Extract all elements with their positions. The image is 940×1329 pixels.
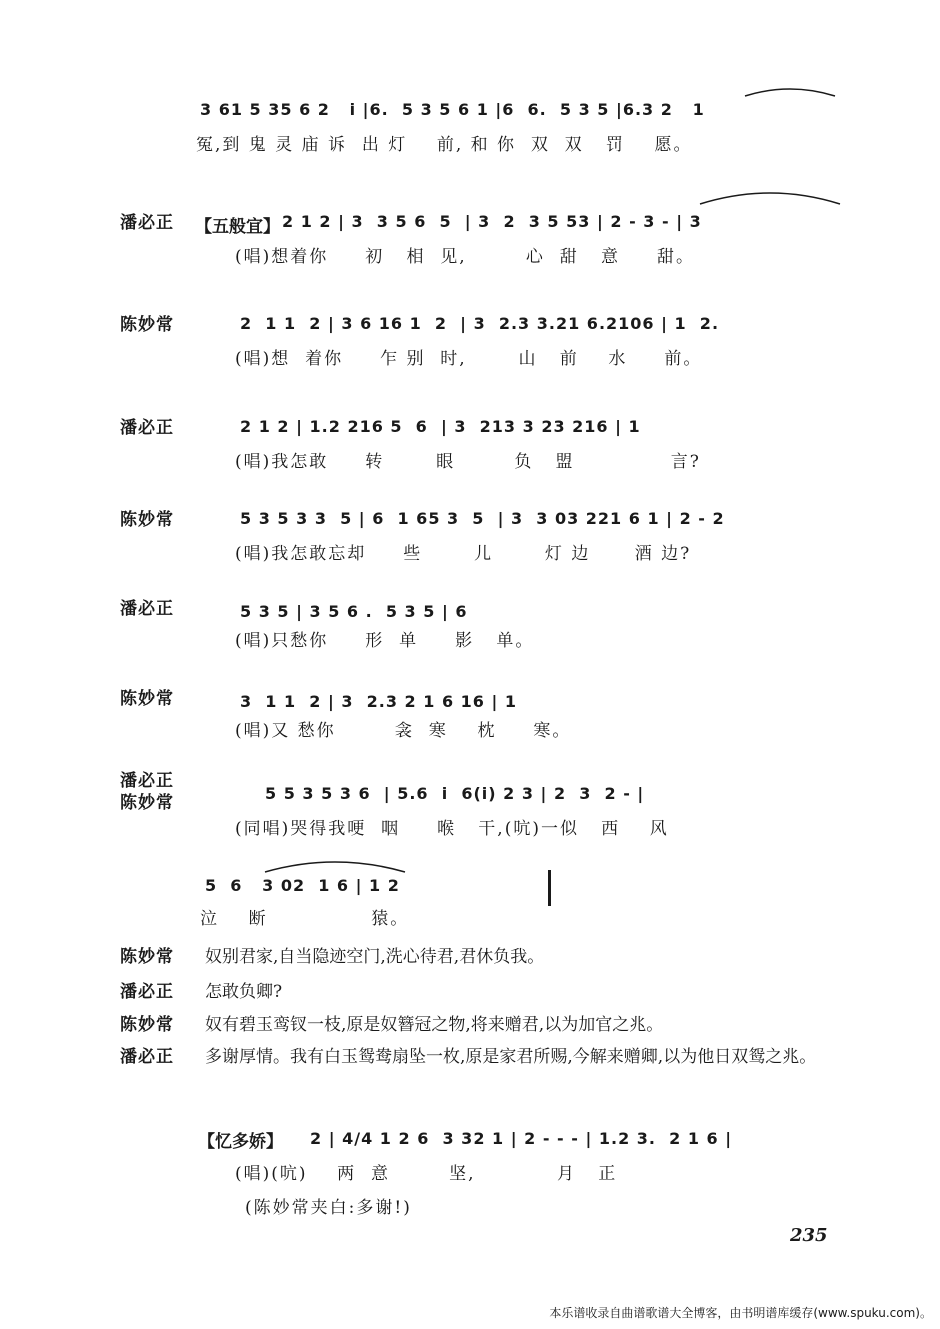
notation-line: 3 61 5 35 6 2 i |6. 5 3 5 6 1 |6 6. 5 3 5 |6.3 2 1 — [200, 100, 705, 119]
tune-label: 【五般宜】 — [195, 217, 280, 237]
lyrics-line: 冤,到 鬼 灵 庙 诉 出 灯 前, 和 你 双 双 罚 愿。 — [196, 135, 693, 155]
footer-text: 本乐谱收录自曲谱歌谱大全博客，由书明谱库缓存(www.spuku.com)。 — [549, 1306, 932, 1320]
dialogue-text: 奴有碧玉鸾钗一枝,原是奴簪冠之物,将来赠君,以为加官之兆。 — [205, 1015, 664, 1035]
notation-line: 2 1 1 2 | 3 6 16 1 2 | 3 2.3 3.21 6.2106 | 1 2. — [240, 314, 720, 333]
speaker-name: 潘必正 陈妙常 — [120, 771, 174, 813]
notation-line: 5 3 5 3 3 5 | 6 1 65 3 5 | 3 3 03 221 6 1 | 2 - 2 — [240, 509, 725, 528]
dialogue-text: 多谢厚情。我有白玉鸳鸯扇坠一枚,原是家君所赐,今解来赠卿,以为他日双鸳之兆。 — [205, 1047, 817, 1067]
lyrics-line: (唱)我怎敢忘却 些 儿 灯 边 酒 边? — [235, 544, 692, 564]
speaker-name: 潘必正 — [120, 599, 174, 619]
final-barline — [548, 870, 551, 906]
speaker-name: 潘必正 — [120, 418, 174, 438]
lyrics-line: (唱)又 愁你 衾 寒 枕 寒。 — [235, 721, 572, 741]
speaker-name: 潘必正 — [120, 213, 174, 233]
lyrics-line: 泣 断 猿。 — [200, 909, 410, 929]
notation-line: 2 1 2 | 1.2 216 5 6 | 3 213 3 23 216 | 1 — [240, 417, 641, 436]
notation-line: 5 3 5 | 3 5 6 . 5 3 5 | 6 — [240, 602, 468, 621]
dialogue-text: 怎敢负卿? — [205, 982, 283, 1002]
speaker-name: 潘必正 — [120, 982, 174, 1002]
lyrics-line: (唱)(吭) 两 意 坚, 月 正 — [235, 1164, 618, 1184]
tune-label: 【忆多娇】 — [198, 1132, 283, 1152]
speaker-name: 陈妙常 — [120, 689, 174, 709]
lyrics-line: (唱)想着你 初 相 见, 心 甜 意 甜。 — [235, 247, 695, 267]
notation-line: 2 1 2 | 3 3 5 6 5 | 3 2 3 5 53 | 2 - 3 - | 3 — [282, 212, 702, 231]
speaker-name: 陈妙常 — [120, 510, 174, 530]
notation-line: 3 1 1 2 | 3 2.3 2 1 6 16 | 1 — [240, 692, 518, 711]
notation-line: 2 | 4/4 1 2 6 3 32 1 | 2 - - - | 1.2 3. 2 1 6 | — [310, 1129, 733, 1148]
page-number: 235 — [790, 1225, 828, 1246]
speaker-name: 潘必正 — [120, 1047, 174, 1067]
notation-line: 5 6 3 02 1 6 | 1 2 — [205, 876, 400, 895]
lyrics-line: (唱)想 着你 乍 别 时, 山 前 水 前。 — [235, 349, 703, 369]
speaker-name: 陈妙常 — [120, 1015, 174, 1035]
lyrics-line: (同唱)哭得我哽 咽 喉 干,(吭)一似 西 风 — [235, 819, 669, 839]
aside-text: (陈妙常夹白:多谢!) — [245, 1198, 412, 1218]
lyrics-line: (唱)只愁你 形 单 影 单。 — [235, 631, 535, 651]
speaker-name: 陈妙常 — [120, 947, 174, 967]
lyrics-line: (唱)我怎敢 转 眼 负 盟 言? — [235, 452, 701, 472]
slur-arc — [0, 854, 940, 884]
dialogue-text: 奴别君家,自当隐迹空门,洗心待君,君休负我。 — [205, 947, 545, 967]
notation-line: 5 5 3 5 3 6 | 5.6 i 6(i) 2 3 | 2 3 2 - | — [265, 784, 645, 803]
speaker-name: 陈妙常 — [120, 315, 174, 335]
